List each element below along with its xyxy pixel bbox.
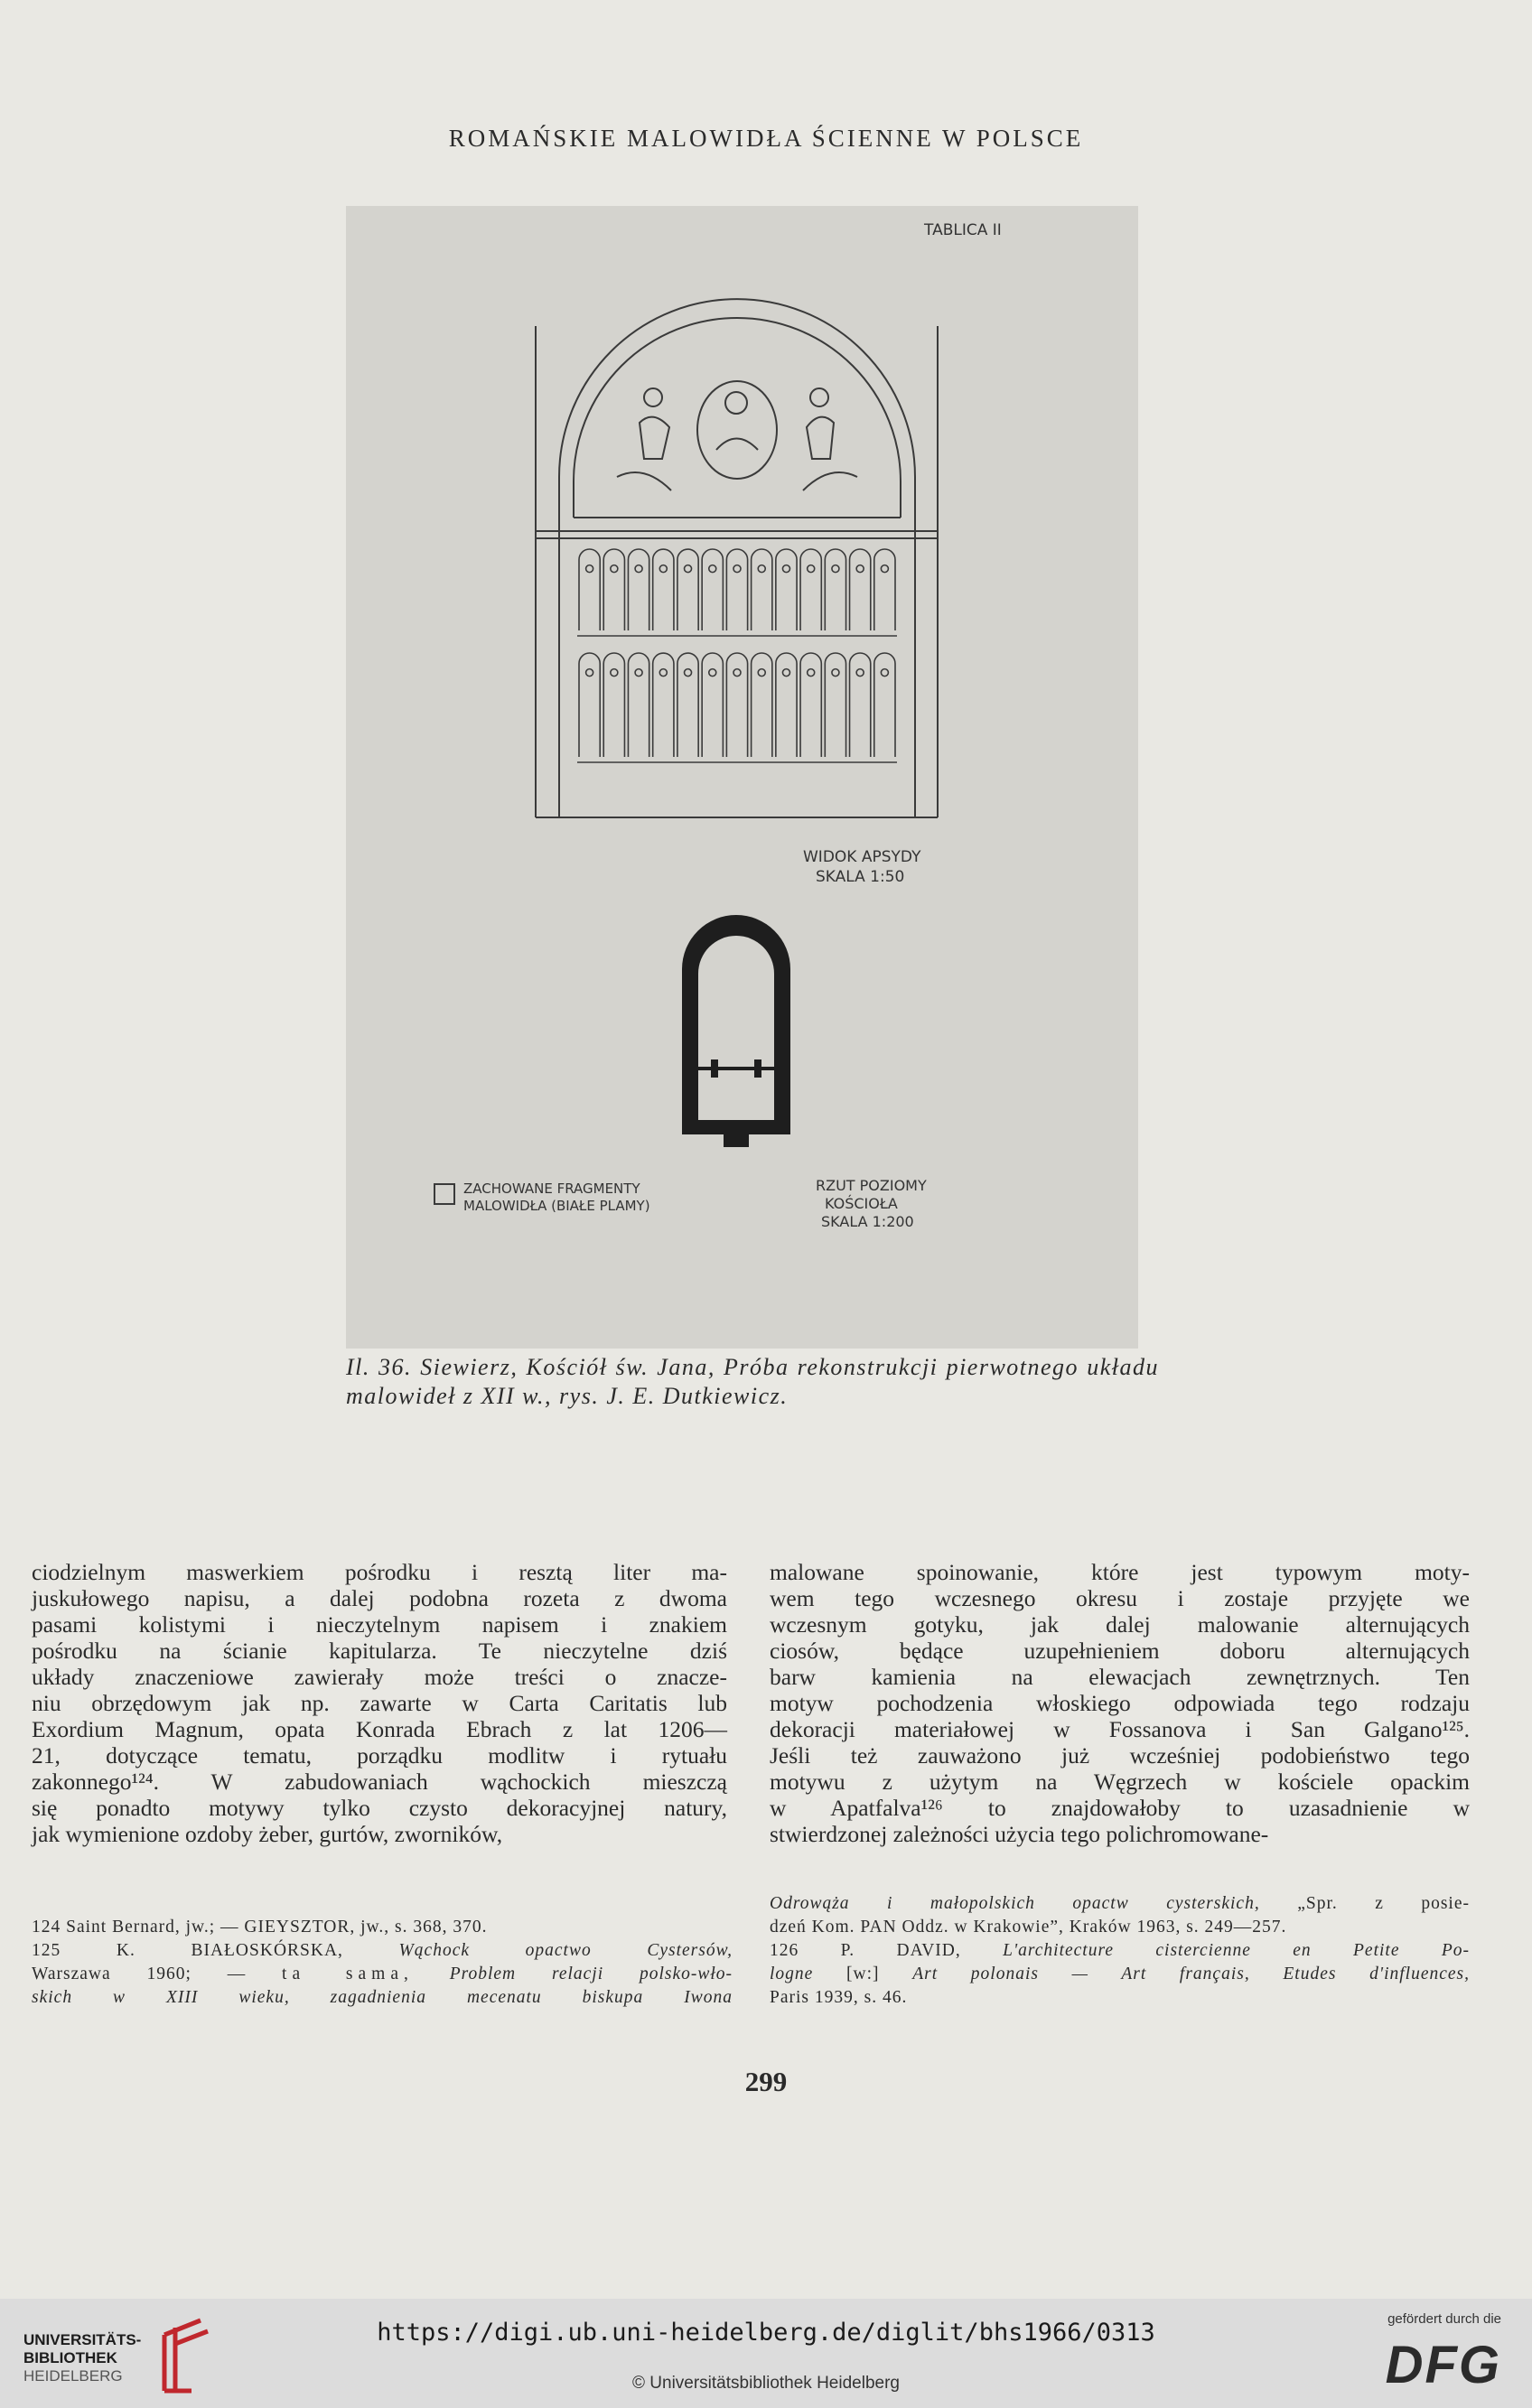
footnotes-right	[770, 1892, 1470, 2010]
saint-figure-head	[611, 669, 618, 677]
plan-label: RZUT POZIOMY	[816, 1177, 927, 1194]
running-head: ROMAŃSKIE MALOWIDŁA ŚCIENNE W POLSCE	[448, 125, 1084, 152]
footnote-125-line-1	[32, 1939, 733, 1963]
saint-figure-head	[881, 565, 888, 573]
footnotes-left	[32, 1916, 733, 2010]
body-line: ciodzielnym maswerkiem pośrodku i resztą liter ma-	[32, 1559, 727, 1585]
saint-figure-head	[635, 565, 642, 573]
body-line: Jeśli też zauważono już wcześniej podobieństwo tego	[770, 1742, 1470, 1769]
saint-figure-head	[709, 669, 716, 677]
plan-church-label: KOŚCIOŁA	[825, 1195, 898, 1212]
body-line: jak wymienione ozdoby żeber, gurtów, zworników,	[32, 1821, 503, 1847]
footnote-title: L'architecture cistercienne en Petite Po-	[1003, 1941, 1471, 1960]
arcade-niche	[702, 549, 723, 630]
apse-view-label: WIDOK APSYDY	[803, 848, 921, 866]
saint-figure-head	[709, 565, 716, 573]
footnote-cont-line-2: dzeń Kom. PAN Oddz. w Krakowie”, Kraków 1963, s. 249—257.	[770, 1918, 1287, 1937]
footnote-title: logne	[770, 1965, 814, 1983]
body-line: pasami kolistymi i nieczytelnym napisem i znakiem	[32, 1611, 727, 1638]
footnote-author: 125 K. BIAŁOSKÓRSKA,	[32, 1941, 343, 1960]
footnote-text: Warszawa 1960; —	[32, 1965, 247, 1983]
saint-figure-head	[733, 565, 741, 573]
footnote-text: „Spr. z posie-	[1297, 1894, 1471, 1913]
saint-figure-head	[832, 669, 839, 677]
page-number: 299	[744, 2066, 788, 2097]
body-line: ciosów, będące uzupełnieniem doboru alternujących	[770, 1638, 1470, 1664]
library-name-line: UNIVERSITÄTS-	[23, 2331, 142, 2348]
saint-figure-head	[782, 669, 789, 677]
saint-figure-head	[685, 669, 692, 677]
footnote-text: [w:]	[846, 1965, 880, 1983]
saint-figure-head	[586, 669, 593, 677]
body-column-left	[32, 1559, 727, 1847]
legend-label-2: MALOWIDŁA (BIAŁE PLAMY)	[463, 1198, 650, 1214]
body-line: niu obrzędowym jak np. zawarte w Carta Caritatis lub	[32, 1690, 727, 1716]
saint-figure-head	[808, 669, 815, 677]
library-name-line: HEIDELBERG	[23, 2367, 123, 2385]
footnote-text: ta sama,	[282, 1965, 414, 1983]
copyright-text: © Universitätsbibliothek Heidelberg	[632, 2374, 900, 2393]
body-line: wczesnym gotyku, jak dalej malowanie alternujących	[770, 1611, 1470, 1638]
body-line: układy znaczeniowe zawierały może treści o znacze-	[32, 1664, 727, 1690]
body-line: motyw pochodzenia włoskiego odpowiada tego rodzaju	[770, 1690, 1470, 1716]
arcade-niche	[874, 549, 895, 630]
apse-scale-label: SKALA 1:50	[816, 868, 905, 886]
body-line: juskułowego napisu, a dalej podobna rozeta z dwoma	[32, 1585, 727, 1611]
saint-figure-head	[856, 669, 864, 677]
footnote-title: Odrowąża i małopolskich opactw cysterskich,	[770, 1894, 1260, 1913]
footnote-author: 126 P. DAVID,	[770, 1941, 961, 1960]
saint-figure-head	[659, 565, 667, 573]
arcade-rows	[577, 549, 897, 762]
funding-note: gefördert durch die	[1387, 2311, 1501, 2327]
church-floor-plan	[682, 915, 790, 1147]
arcade-niche	[776, 549, 797, 630]
figure-caption: Il. 36. Siewierz, Kościół św. Jana, Próba rekonstrukcji pierwotnego układu malowideł z XII w., rys. J. E. Dutkiewicz.	[346, 1354, 1159, 1409]
tablica-label: TABLICA II	[924, 221, 1002, 239]
body-line: motywu z użytym na Węgrzech w kościele opackim	[770, 1769, 1470, 1795]
footnote-125-line-2	[32, 1963, 733, 1986]
body-line: barw kamienia na elewacjach zewnętrznych. Ten	[770, 1664, 1470, 1690]
plan-scale-label: SKALA 1:200	[821, 1213, 914, 1230]
library-name-line: BIBLIOTHEK	[23, 2349, 117, 2366]
legend-swatch	[434, 1184, 454, 1204]
permalink-link[interactable]: https://digi.ub.uni-heidelberg.de/diglit/bhs1966/0313	[377, 2319, 1155, 2347]
body-line: malowane spoinowanie, które jest typowym moty-	[770, 1559, 1470, 1585]
saint-figure-head	[586, 565, 593, 573]
arcade-niche	[628, 549, 649, 630]
arcade-niche	[653, 549, 674, 630]
arcade-niche	[579, 549, 600, 630]
saint-figure-head	[635, 669, 642, 677]
saint-figure-head	[832, 565, 839, 573]
body-line: Exordium Magnum, opata Konrada Ebrach z lat 1206—	[32, 1716, 727, 1742]
footnote-126-line-1	[770, 1939, 1470, 1963]
saint-figure-head	[758, 669, 765, 677]
body-line: stwierdzonej zależności użycia tego polichromowane-	[770, 1821, 1269, 1847]
body-column-right	[770, 1559, 1470, 1847]
footnote-title: Art polonais — Art français, Etudes d'influences,	[912, 1965, 1471, 1983]
body-line: pośrodku na ścianie kapitularza. Te nieczytelne dziś	[32, 1638, 727, 1664]
footnote-title: Wąchock opactwo Cystersów,	[398, 1941, 733, 1960]
body-line: 21, dotyczące tematu, porządku modlitw i rytuału	[32, 1742, 727, 1769]
dfg-logo: DFG	[1385, 2336, 1501, 2394]
arcade-niche	[752, 549, 772, 630]
arcade-niche	[850, 549, 871, 630]
arcade-niche	[800, 549, 821, 630]
figure-plate	[346, 206, 1138, 1349]
saint-figure-head	[611, 565, 618, 573]
footnote-125-line-3: skich w XIII wieku, zagadnienia mecenatu biskupa Iwona	[32, 1988, 733, 2007]
arcade-niche	[726, 549, 747, 630]
saint-figure-head	[881, 669, 888, 677]
saint-figure-head	[685, 565, 692, 573]
arcade-niche	[825, 549, 845, 630]
footnote-title: Problem relacji polsko-wło-	[449, 1965, 733, 1983]
viewer-footer	[0, 2299, 1532, 2408]
saint-figure-head	[733, 669, 741, 677]
saint-figure-head	[856, 565, 864, 573]
footnote-126-line-3: Paris 1939, s. 46.	[770, 1988, 908, 2007]
footnote-cont-line-1	[770, 1892, 1470, 1916]
legend-label-1: ZACHOWANE FRAGMENTY	[463, 1181, 640, 1197]
body-line: w Apatfalva¹²⁶ to znajdowałoby to uzasadnienie w	[770, 1795, 1470, 1821]
body-line: dekoracji materiałowej w Fossanova i San Galgano¹²⁵.	[770, 1716, 1470, 1742]
body-line: wem tego wczesnego okresu i zostaje przyjęte we	[770, 1585, 1470, 1611]
arcade-niche	[677, 549, 698, 630]
body-line: się ponadto motywy tylko czysto dekoracyjnej natury,	[32, 1795, 727, 1821]
saint-figure-head	[782, 565, 789, 573]
saint-figure-head	[659, 669, 667, 677]
saint-figure-head	[808, 565, 815, 573]
arcade-niche	[603, 549, 624, 630]
saint-figure-head	[758, 565, 765, 573]
body-line: zakonnego¹²⁴. W zabudowaniach wąchockich mieszczą	[32, 1769, 727, 1795]
footnote-126-line-2	[770, 1963, 1470, 1986]
apse-reconstruction-drawing	[346, 206, 1138, 1349]
footnote-124: 124 Saint Bernard, jw.; — GIEYSZTOR, jw., s. 368, 370.	[32, 1918, 488, 1937]
